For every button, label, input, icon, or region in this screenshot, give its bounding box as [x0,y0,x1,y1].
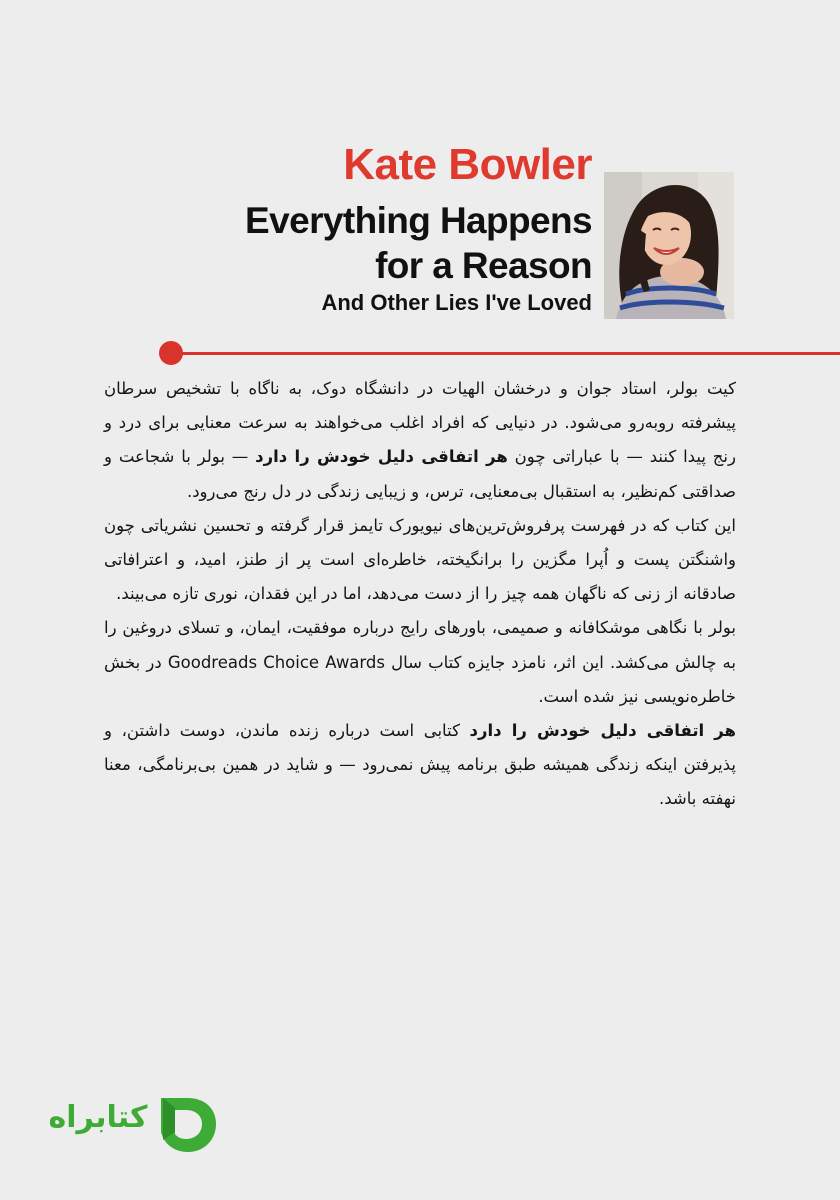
title-line-1: Everything Happens [245,200,592,241]
accent-rule [172,352,840,355]
paragraph-text: بولر با نگاهی موشکافانه و صمیمی، باورهای رایج درباره موفقیت، ایمان، و تسلای دروغین را به چالش می‌کشد. این اثر، نامزد جایزه کتاب سال Goodreads Choice Awards در بخش خاطره‌نویسی نیز شده است. [104,618,736,706]
paragraph-text: این کتاب که در فهرست پرفروش‌ترین‌های نیویورک تایمز قرار گرفته و تحسین نشریاتی چون واشنگتن پست و اُپرا مگزین را برانگیخته، خاطره‌ای است پر از طنز، امید، و اعترافاتی صادقانه از زنی که ناگهان همه چیز را از دست می‌دهد، اما در این فقدان، نوری تازه می‌بیند. [104,515,736,604]
paragraph-text: کتابی است درباره زنده ماندن، دوست داشتن، و پذیرفتن اینکه زندگی همیشه طبق برنامه پیش نمی‌رود — و شاید در همین بی‌برنامگی، معنا نهفته باشد. [104,721,736,809]
book-title [172,198,592,288]
book-subtitle: And Other Lies I've Loved [321,290,592,315]
book-title-persian: هر اتفاقی دلیل خودش را دارد [469,721,736,741]
book-title-persian: هر اتفاقی دلیل خودش را دارد [255,447,508,467]
paragraph-text: کیت بولر، استاد جوان و درخشان الهیات در دانشگاه دوک، به ناگاه با تشخیص سرطان پیشرفته روبه‌رو می‌شود. در دنیایی که افراد اغلب می‌خواهند به سرعت معنایی برای درد و رنج پیدا کنند — با عباراتی چون [104,379,736,467]
description-body [104,372,736,817]
description-paragraph [104,611,736,714]
ketabrah-logo-icon [158,1096,218,1154]
description-paragraph [104,714,736,817]
title-line-2: for a Reason [375,245,592,286]
accent-dot [159,341,183,365]
author-name: Kate Bowler [343,140,592,189]
paragraph-text: — بولر با شجاعت و صداقتی کم‌نظیر، به استقبال بی‌معنایی، ترس، و زیبایی زندگی در دل رنج می‌رود. [104,447,736,501]
description-paragraph [104,509,736,612]
author-portrait-icon [604,172,734,319]
logo-text: کتابراه [48,1100,148,1135]
ketabrah-logo [40,1094,220,1156]
description-paragraph [104,372,736,509]
